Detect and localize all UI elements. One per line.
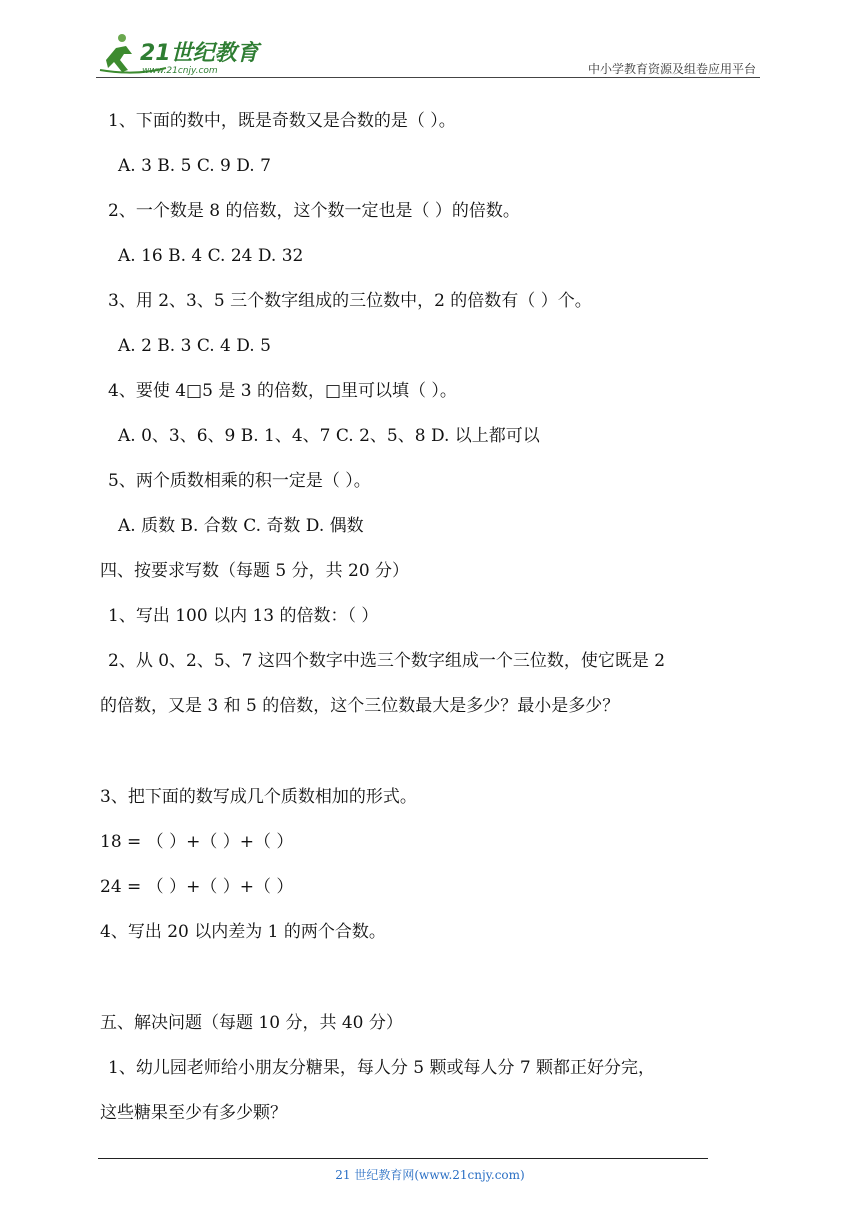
footer-divider: [98, 1158, 708, 1159]
question-2: 2、一个数是 8 的倍数，这个数一定也是（ ）的倍数。: [108, 201, 520, 221]
question-4-options: A. 0、3、6、9 B. 1、4、7 C. 2、5、8 D. 以上都可以: [118, 426, 540, 446]
svg-text:21世纪教育: 21世纪教育: [140, 41, 259, 66]
section-4-question-1: 1、写出 100 以内 13 的倍数：（ ）: [108, 606, 379, 626]
svg-text:www.21cnjy.com: www.21cnjy.com: [142, 66, 218, 76]
section-4-question-2-line-1: 2、从 0、2、5、7 这四个数字中选三个数字组成一个三位数，使它既是 2: [108, 651, 666, 671]
question-1: 1、下面的数中，既是奇数又是合数的是（ ）。: [108, 111, 456, 131]
section-5-heading: 五、解决问题（每题 10 分，共 40 分）: [100, 1013, 403, 1033]
section-5-question-1-line-2: 这些糖果至少有多少颗？: [100, 1103, 287, 1123]
question-5: 5、两个质数相乘的积一定是（ ）。: [108, 471, 371, 491]
logo-21cnjy: [96, 30, 266, 76]
section-4-question-4: 4、写出 20 以内差为 1 的两个合数。: [100, 922, 386, 942]
equation-24: 24 = （ ）+（ ）+（ ）: [100, 877, 294, 897]
page-header: [96, 30, 760, 78]
question-4: 4、要使 4□5 是 3 的倍数，□里可以填（ ）。: [108, 381, 457, 401]
section-5-question-1-line-1: 1、幼儿园老师给小朋友分糖果，每人分 5 颗或每人分 7 颗都正好分完，: [108, 1058, 656, 1078]
platform-name: 中小学教育资源及组卷应用平台: [587, 62, 756, 76]
question-3: 3、用 2、3、5 三个数字组成的三位数中，2 的倍数有（ ）个。: [108, 291, 592, 311]
question-1-options: A. 3 B. 5 C. 9 D. 7: [118, 156, 271, 176]
question-5-options: A. 质数 B. 合数 C. 奇数 D. 偶数: [118, 516, 364, 536]
header-divider: [96, 77, 760, 78]
question-2-options: A. 16 B. 4 C. 24 D. 32: [118, 246, 304, 266]
section-4-heading: 四、按要求写数（每题 5 分，共 20 分）: [100, 561, 410, 581]
section-4-question-3: 3、把下面的数写成几个质数相加的形式。: [100, 787, 417, 807]
footer-site[interactable]: 21 世纪教育网(www.21cnjy.com): [335, 1168, 525, 1182]
question-3-options: A. 2 B. 3 C. 4 D. 5: [118, 336, 271, 356]
equation-18: 18 = （ ）+（ ）+（ ）: [100, 832, 294, 852]
section-4-question-2-line-2: 的倍数，又是 3 和 5 的倍数，这个三位数最大是多少？最小是多少？: [100, 696, 620, 716]
